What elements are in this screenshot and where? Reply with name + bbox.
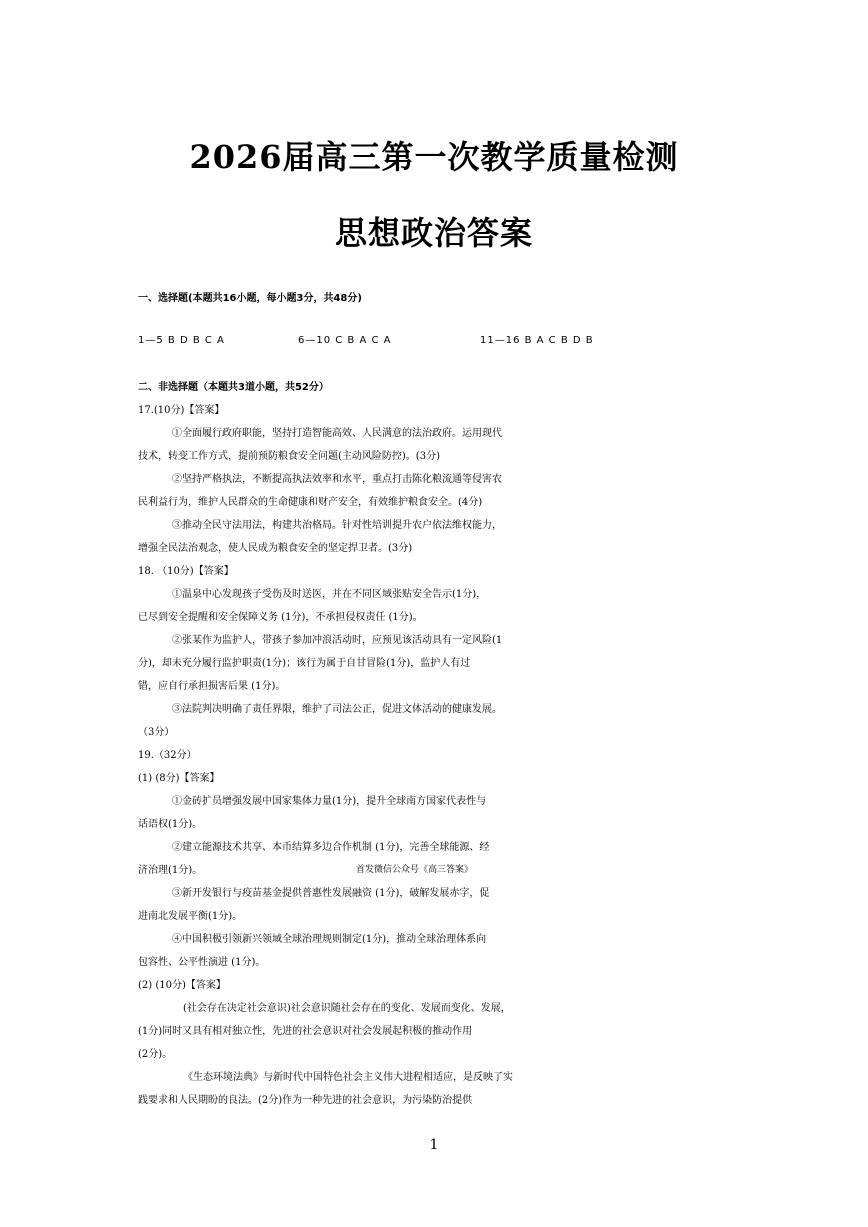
watermark-text: 首发微信公众号《高三答案》 [356, 865, 474, 875]
text-line: 民利益行为，维护人民群众的生命健康和财产安全，有效维护粮食安全。(4分) [138, 497, 483, 508]
text-line: 践要求和人民期盼的良法。(2分)作为一种先进的社会意识，为污染防治提供 [138, 1095, 473, 1106]
text-line: 技术，转变工作方式，提前预防粮食安全问题(主动风险防控)。(3分) [138, 451, 440, 462]
document-title: 2026届高三第一次教学质量检测 [189, 138, 679, 176]
text-line: （3分） [138, 727, 175, 738]
text-line: 包容性、公平性演进 (1分)。 [138, 957, 266, 968]
q17-header: 17.(10分)【答案】 [138, 405, 225, 416]
answers-6-10: 6—10 C B A C A [298, 335, 392, 346]
choice-answers [138, 330, 748, 352]
q18-header: 18. （10分)【答案】 [138, 566, 234, 577]
text-line: ②建立能源技术共享、本币结算多边合作机制 (1分)，完善全球能源、经 [172, 842, 490, 853]
text-line: ①全面履行政府职能，坚持打造智能高效、人民满意的法治政府。运用现代 [172, 428, 502, 439]
text-line: ④中国积极引领新兴领域全球治理规则制定(1分)，推动全球治理体系向 [172, 934, 487, 945]
text-line: 增强全民法治观念，使人民成为粮食安全的坚定捍卫者。(3分) [138, 543, 413, 554]
q19-part1-header: (1) (8分)【答案】 [138, 773, 220, 784]
text-line: (社会存在决定社会意识)社会意识随社会存在的变化、发展而变化、发展， [183, 1003, 511, 1014]
text-line: 已尽到安全提醒和安全保障义务 (1分)，不承担侵权责任 (1分)。 [138, 612, 423, 623]
text-line: ③法院判决明确了责任界限，维护了司法公正，促进文体活动的健康发展。 [172, 704, 502, 715]
text-line: ①温泉中心发现孩子受伤及时送医，并在不同区域张贴安全告示(1分)， [172, 589, 487, 600]
q19-part2-header: (2) (10分)【答案】 [138, 980, 226, 991]
section-heading-choice: 一、选择题(本题共16小题，每小题3分，共48分) [138, 293, 362, 304]
text-line: 话语权(1分)。 [138, 819, 203, 830]
section-heading-nonchoice: 二、非选择题（本题共3道小题，共52分） [138, 382, 329, 393]
document-subtitle: 思想政治答案 [334, 214, 533, 252]
text-line: 《生态环境法典》与新时代中国特色社会主义伟大进程相适应，是反映了实 [183, 1072, 513, 1083]
text-line: 分)，却未充分履行监护职责(1分)；该行为属于自甘冒险(1分)，监护人有过 [138, 658, 471, 669]
text-line: (2分)。 [138, 1049, 173, 1060]
page-number: 1 [429, 1137, 439, 1153]
text-line: ③推动全民守法用法，构建共治格局。针对性培训提升农户依法维权能力， [172, 520, 502, 531]
text-line: 进南北发展平衡(1分)。 [138, 911, 243, 922]
q19-header: 19.（32分） [138, 750, 197, 761]
text-line: ③新开发银行与疫苗基金提供普惠性发展融资 (1分)，破解发展赤字，促 [172, 888, 490, 899]
text-line: ②张某作为监护人，带孩子参加冲浪活动时，应预见该活动具有一定风险(1 [172, 635, 503, 646]
answers-1-5: 1—5 B D B C A [138, 335, 225, 346]
text-line: ②坚持严格执法，不断提高执法效率和水平，重点打击陈化粮流通等侵害农 [172, 474, 502, 485]
text-line: ①金砖扩员增强发展中国家集体力量(1分)，提升全球南方国家代表性与 [172, 796, 487, 807]
text-line: 济治理(1分)。 [138, 865, 203, 876]
text-line: (1分)同时又具有相对独立性，先进的社会意识对社会发展起积极的推动作用 [138, 1026, 473, 1037]
answers-11-16: 11—16 B A C B D B [480, 335, 594, 346]
text-line: 错，应自行承担损害后果 (1分)。 [138, 681, 286, 692]
